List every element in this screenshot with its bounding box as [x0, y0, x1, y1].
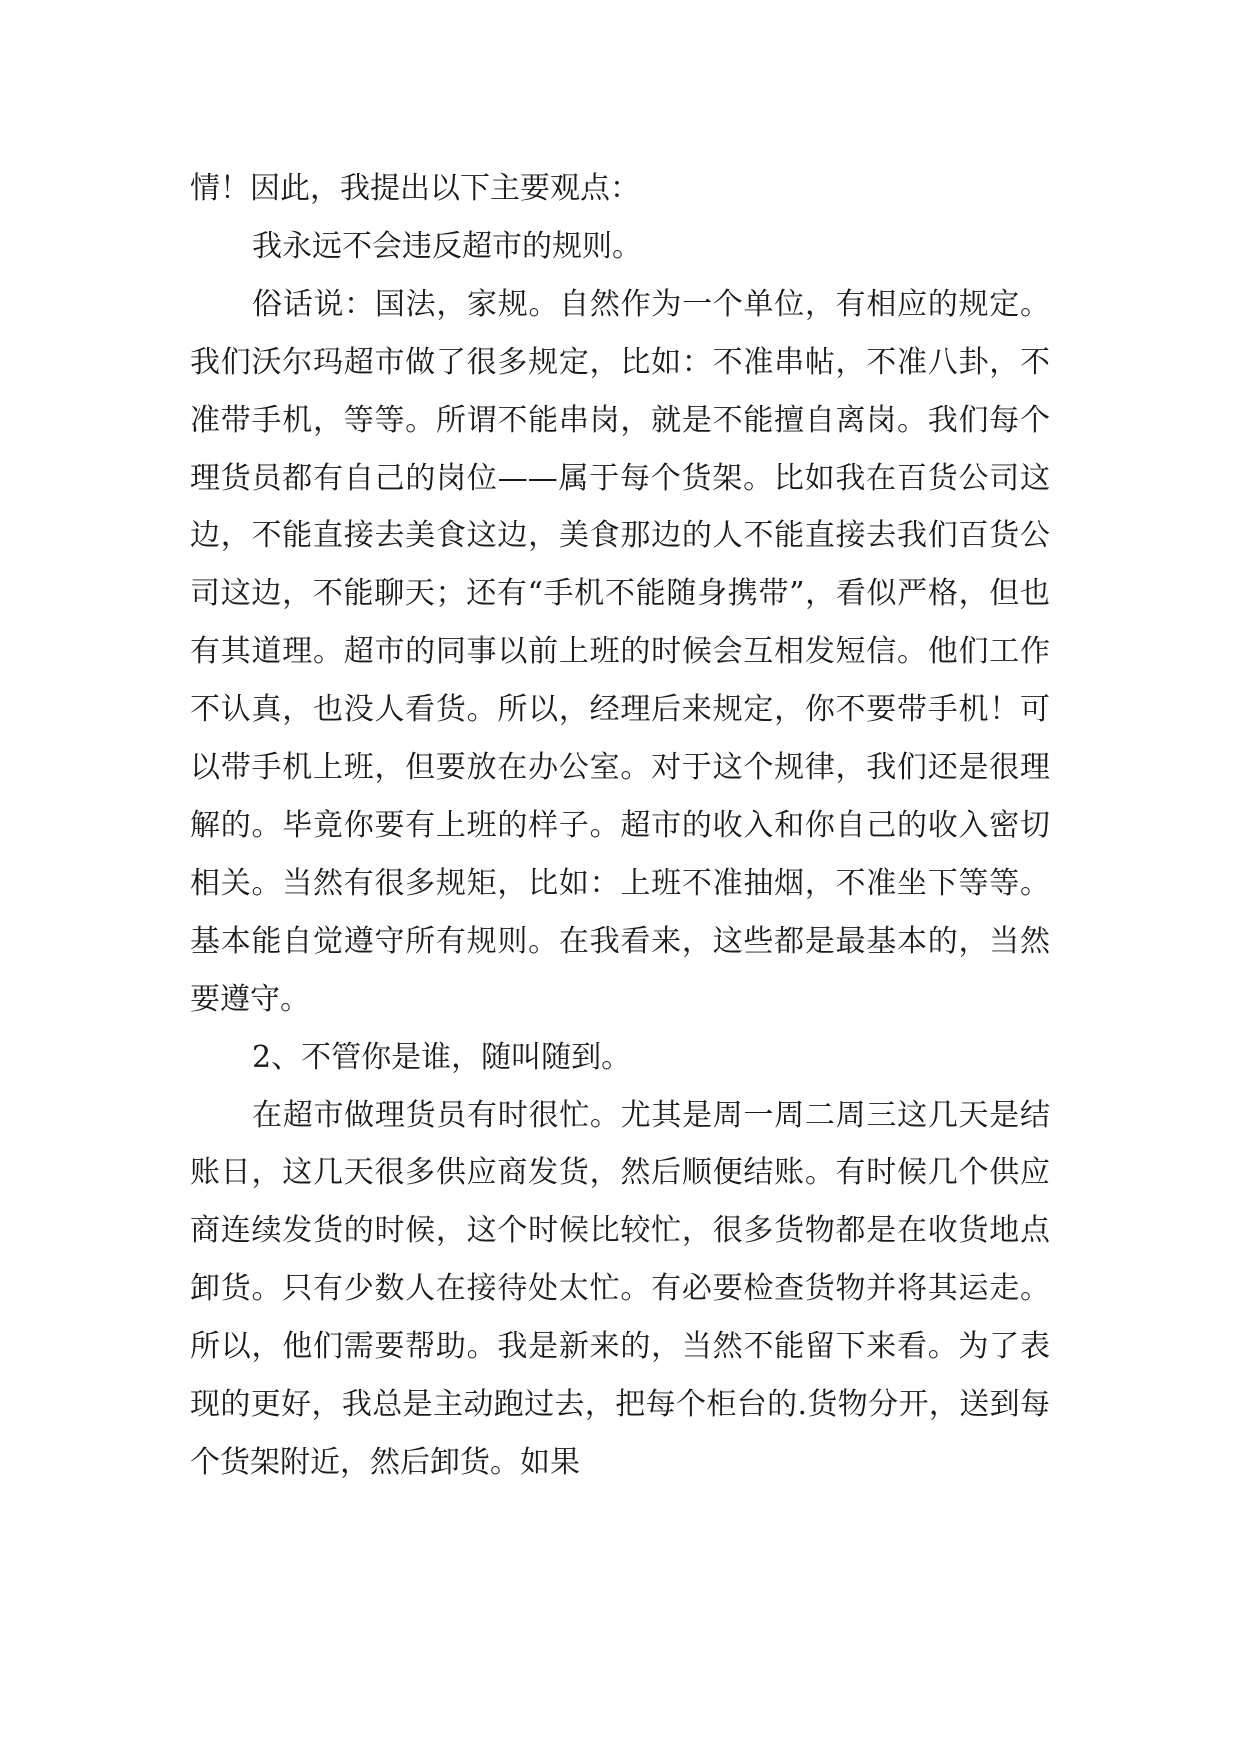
document-body — [190, 160, 1050, 1492]
paragraph-rules-detail: 俗话说：国法，家规。自然作为一个单位，有相应的规定。我们沃尔玛超市做了很多规定，比如：不准串帖，不准八卦，不准带手机，等等。所谓不能串岗，就是不能擅自离岗。我们每个理货员都有自己的岗位——属于每个货架。比如我在百货公司这边，不能直接去美食这边，美食那边的人不能直接去我们百货公司这边，不能聊天；还有“手机不能随身携带”，看似严格，但也有其道理。超市的同事以前上班的时候会互相发短信。他们工作不认真，也没人看货。所以，经理后来规定，你不要带手机！可以带手机上班，但要放在办公室。对于这个规律，我们还是很理解的。毕竟你要有上班的样子。超市的收入和你自己的收入密切相关。当然有很多规矩，比如：上班不准抽烟，不准坐下等等。基本能自觉遵守所有规则。在我看来，这些都是最基本的，当然要遵守。 — [190, 286, 1050, 1017]
paragraph-continuation: 情！因此，我提出以下主要观点： — [190, 171, 640, 206]
paragraph-point-rule: 我永远不会违反超市的规则。 — [252, 228, 642, 264]
paragraph-point-on-call: 2、不管你是谁，随叫随到。 — [252, 1039, 632, 1075]
paragraph-busy-detail: 在超市做理货员有时很忙。尤其是周一周二周三这几天是结账日，这几天很多供应商发货，然后顺便结账。有时候几个供应商连续发货的时候，这个时候比较忙，很多货物都是在收货地点卸货。只有少数人在接待处太忙。有必要检查货物并将其运走。所以，他们需要帮助。我是新来的，当然不能留下来看。为了表现的更好，我总是主动跑过去，把每个柜台的.货物分开，送到每个货架附近，然后卸货。如果 — [190, 1097, 1050, 1480]
